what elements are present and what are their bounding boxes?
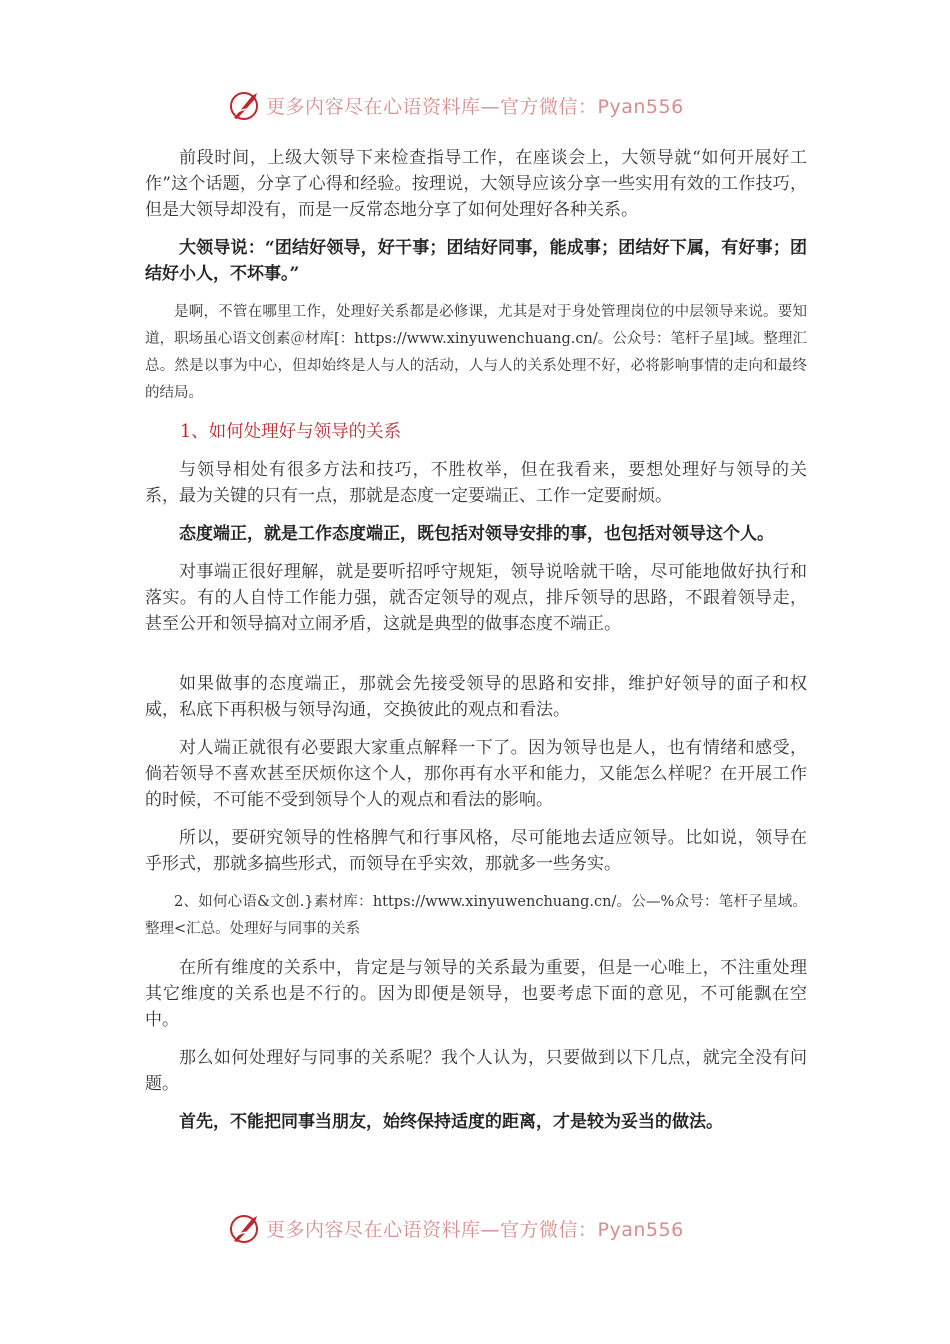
paragraph-things: 对事端正很好理解，就是要听招呼守规矩，领导说啥就干啥，尽可能地做好执行和落实。有的人自恃工作能力强，就否定领导的观点，排斥领导的思路，不跟着领导走，甚至公开和领导搞对立闹矛盾，这就是典型的做事态度不端正。 — [145, 562, 807, 634]
document-body — [145, 145, 807, 1147]
banner-text: 更多内容尽在心语资料库—官方微信：Pyan556 — [266, 95, 684, 118]
paragraph-attitude-bold: 态度端正，就是工作态度端正，既包括对领导安排的事，也包括对领导这个人。 — [179, 524, 774, 544]
pen-logo-icon — [228, 88, 262, 122]
paragraph-first: 首先，不能把同事当朋友，始终保持适度的距离，才是较为妥当的做法。 — [179, 1112, 723, 1132]
pen-logo-icon — [228, 1211, 262, 1245]
section-heading-2: 2、如何心语&文创.}素材库：https://www.xinyuwenchuang.cn/。公—%众号：笔杆子星域。整理<汇总。处理好与同事的关系 — [145, 894, 807, 937]
paragraph-people: 对人端正就很有必要跟大家重点解释一下了。因为领导也是人，也有情绪和感受，倘若领导不喜欢甚至厌烦你这个人，那你再有水平和能力，又能怎么样呢？在开展工作的时候，不可能不受到领导个人的观点和看法的影响。 — [145, 738, 807, 810]
paragraph-intro: 前段时间，上级大领导下来检查指导工作，在座谈会上，大领导就“如何开展好工作”这个话题，分享了心得和经验。按理说，大领导应该分享一些实用有效的工作技巧，但是大领导却没有，而是一反常态地分享了如何处理好各种关系。 — [145, 148, 807, 220]
section-heading-1: 1、如何处理好与领导的关系 — [180, 422, 402, 442]
paragraph-dimensions: 在所有维度的关系中，肯定是与领导的关系最为重要，但是一心唯上，不注重处理其它维度的关系也是不行的。因为即便是领导，也要考虑下面的意见，不可能飘在空中。 — [145, 958, 807, 1030]
paragraph-relationships: 是啊，不管在哪里工作，处理好关系都是必修课，尤其是对于身处管理岗位的中层领导来说。要知道，职场虽心语文创素＠材库[：https://www.xinyuwenchuang.cn/。公众号：笔杆子星]域。整理汇总。然是以事为中心，但却始终是人与人的活动，人与人的关系处理不好，必将影响事情的走向和最终的结局。 — [145, 304, 807, 401]
banner-text: 更多内容尽在心语资料库—官方微信：Pyan556 — [266, 1218, 684, 1241]
paragraph-attitude: 与领导相处有很多方法和技巧，不胜枚举，但在我看来，要想处理好与领导的关系，最为关键的只有一点，那就是态度一定要端正、工作一定要耐烦。 — [145, 460, 807, 506]
paragraph-quote: 大领导说：“团结好领导，好干事；团结好同事，能成事；团结好下属，有好事；团结好小人，不坏事。” — [145, 238, 807, 284]
paragraph-how: 那么如何处理好与同事的关系呢？我个人认为，只要做到以下几点，就完全没有问题。 — [145, 1048, 807, 1094]
spacer — [145, 649, 807, 671]
paragraph-adapt: 所以，要研究领导的性格脾气和行事风格，尽可能地去适应领导。比如说，领导在乎形式，那就多搞些形式，而领导在乎实效，那就多一些务实。 — [145, 828, 807, 874]
header-banner — [228, 85, 748, 125]
paragraph-correct: 如果做事的态度端正，那就会先接受领导的思路和安排，维护好领导的面子和权威，私底下再积极与领导沟通，交换彼此的观点和看法。 — [145, 674, 807, 720]
footer-banner — [228, 1208, 748, 1248]
